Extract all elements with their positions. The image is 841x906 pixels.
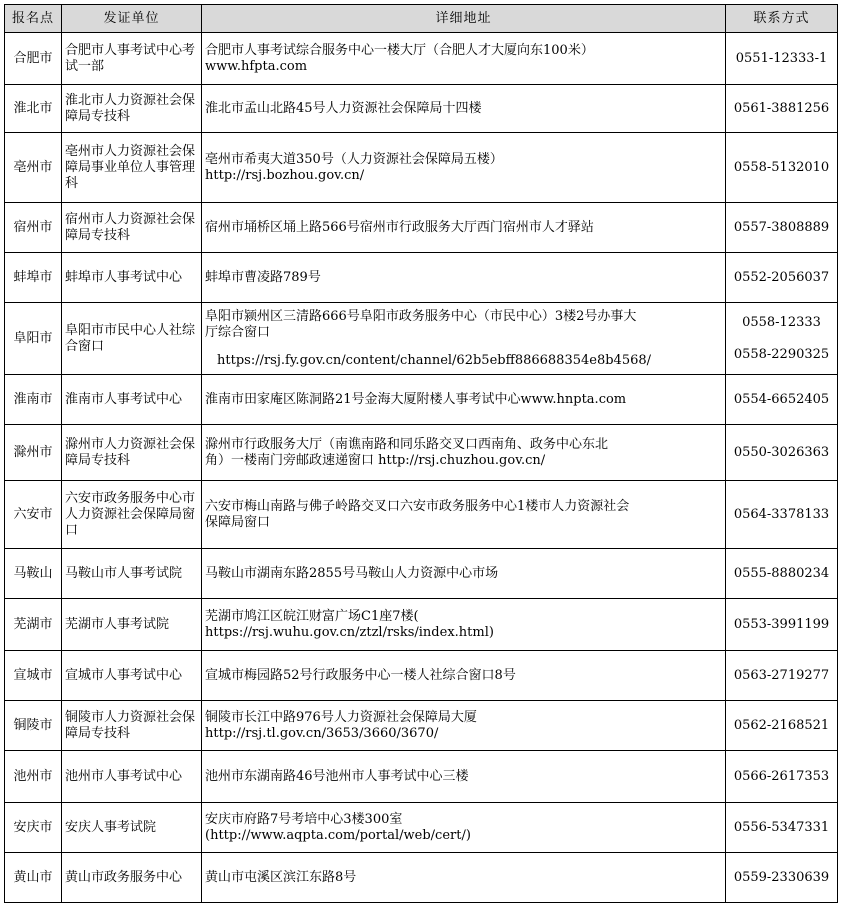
- site-cell: 六安市: [5, 481, 62, 549]
- address-line: 阜阳市颍州区三清路666号阜阳市政务服务中心（市民中心）3楼2号办事大: [205, 308, 637, 324]
- table-row: [5, 203, 838, 253]
- address-cell: [202, 701, 726, 751]
- site-cell: 铜陵市: [5, 701, 62, 751]
- unit-cell: 阜阳市市民中心人社综合窗口: [62, 303, 202, 375]
- phone-cell: [726, 549, 838, 599]
- address-line: 蚌埠市曹凌路789号: [205, 269, 321, 285]
- phone-number: 0559-2330639: [733, 869, 830, 885]
- table-row: [5, 253, 838, 303]
- address-line: 芜湖市鸠江区皖江财富广场C1座7楼(: [205, 608, 419, 624]
- phone-number: 0557-3808889: [733, 219, 830, 235]
- table-row: [5, 425, 838, 481]
- table-row: [5, 133, 838, 203]
- table-row: [5, 651, 838, 701]
- address-cell: [202, 549, 726, 599]
- unit-cell: 安庆人事考试院: [62, 803, 202, 853]
- phone-cell: [726, 481, 838, 549]
- phone-number: 0562-2168521: [733, 717, 830, 733]
- phone-cell: [726, 701, 838, 751]
- address-cell: [202, 651, 726, 701]
- site-cell: 合肥市: [5, 33, 62, 85]
- phone-number: 0552-2056037: [733, 269, 830, 285]
- address-cell: [202, 253, 726, 303]
- address-line: http://rsj.bozhou.gov.cn/: [205, 167, 365, 183]
- address-cell: [202, 33, 726, 85]
- address-cell: [202, 303, 726, 375]
- unit-cell: 合肥市人事考试中心考试一部: [62, 33, 202, 85]
- site-cell: 马鞍山: [5, 549, 62, 599]
- unit-cell: 宣城市人事考试中心: [62, 651, 202, 701]
- header-phone: 联系方式: [726, 5, 838, 33]
- address-line: 六安市梅山南路与佛子岭路交叉口六安市政务服务中心1楼市人力资源社会: [205, 498, 630, 514]
- phone-number: 0555-8880234: [733, 565, 830, 581]
- address-cell: [202, 599, 726, 651]
- address-line: 厅综合窗口: [205, 324, 271, 340]
- phone-cell: [726, 803, 838, 853]
- table-row: [5, 375, 838, 425]
- address-line: 淮南市田家庵区陈洞路21号金海大厦附楼人事考试中心www.hnpta.com: [205, 391, 627, 407]
- address-line: 合肥市人事考试综合服务中心一楼大厅（合肥人才大厦向东100米）: [205, 42, 594, 58]
- unit-cell: 蚌埠市人事考试中心: [62, 253, 202, 303]
- header-site: 报名点: [5, 5, 62, 33]
- phone-number: 0553-3991199: [733, 616, 830, 632]
- unit-cell: 马鞍山市人事考试院: [62, 549, 202, 599]
- address-line: 马鞍山市湖南东路2855号马鞍山人力资源中心市场: [205, 565, 499, 581]
- table-row: [5, 599, 838, 651]
- site-cell: 宣城市: [5, 651, 62, 701]
- site-cell: 安庆市: [5, 803, 62, 853]
- table-row: [5, 33, 838, 85]
- address-line: www.hfpta.com: [205, 58, 308, 74]
- table-row: [5, 481, 838, 549]
- phone-number: 0563-2719277: [733, 667, 830, 683]
- address-line: 亳州市希夷大道350号（人力资源社会保障局五楼）: [205, 151, 503, 167]
- site-cell: 宿州市: [5, 203, 62, 253]
- phone-cell: [726, 253, 838, 303]
- unit-cell: 滁州市人力资源社会保障局专技科: [62, 425, 202, 481]
- table-row: [5, 549, 838, 599]
- phone-number: 0558-2290325: [733, 346, 830, 362]
- phone-cell: [726, 375, 838, 425]
- site-cell: 芜湖市: [5, 599, 62, 651]
- address-line: 保障局窗口: [205, 514, 271, 530]
- phone-cell: [726, 751, 838, 803]
- site-cell: 滁州市: [5, 425, 62, 481]
- phone-cell: [726, 133, 838, 203]
- site-cell: 阜阳市: [5, 303, 62, 375]
- unit-cell: 淮北市人力资源社会保障局专技科: [62, 85, 202, 133]
- address-cell: [202, 751, 726, 803]
- site-cell: 池州市: [5, 751, 62, 803]
- header-address: 详细地址: [202, 5, 726, 33]
- phone-number: 0556-5347331: [733, 819, 830, 835]
- table-row: [5, 303, 838, 375]
- address-cell: [202, 853, 726, 903]
- address-line: 黄山市屯溪区滨江东路8号: [205, 869, 357, 885]
- site-cell: 亳州市: [5, 133, 62, 203]
- address-cell: [202, 481, 726, 549]
- address-line: 滁州市行政服务大厅（南谯南路和同乐路交叉口西南角、政务中心东北: [205, 436, 609, 452]
- address-line: 池州市东湖南路46号池州市人事考试中心三楼: [205, 768, 469, 784]
- table-row: [5, 803, 838, 853]
- phone-number: 0564-3378133: [733, 506, 830, 522]
- phone-number: 0550-3026363: [733, 444, 830, 460]
- phone-cell: [726, 425, 838, 481]
- phone-number: 0566-2617353: [733, 768, 830, 784]
- address-line: 宣城市梅园路52号行政服务中心一楼人社综合窗口8号: [205, 667, 516, 683]
- address-line: 宿州市埇桥区埇上路566号宿州市行政服务大厅西门宿州市人才驿站: [205, 219, 594, 235]
- table-row: [5, 701, 838, 751]
- address-cell: [202, 133, 726, 203]
- phone-number: 0558-12333: [742, 314, 821, 330]
- table-row: [5, 853, 838, 903]
- unit-cell: 亳州市人力资源社会保障局事业单位人事管理科: [62, 133, 202, 203]
- address-line: 铜陵市长江中路976号人力资源社会保障局大厦: [205, 709, 477, 725]
- address-line: 淮北市孟山北路45号人力资源社会保障局十四楼: [205, 100, 482, 116]
- phone-number: 0554-6652405: [733, 391, 830, 407]
- header-row: [5, 5, 838, 33]
- address-line: (http://www.aqpta.com/portal/web/cert/): [205, 827, 471, 843]
- site-cell: 淮北市: [5, 85, 62, 133]
- phone-cell: [726, 651, 838, 701]
- address-line: https://rsj.fy.gov.cn/content/channel/62b5ebff886688354e8b4568/: [217, 352, 652, 368]
- site-cell: 蚌埠市: [5, 253, 62, 303]
- site-cell: 淮南市: [5, 375, 62, 425]
- phone-cell: [726, 33, 838, 85]
- phone-number: 0551-12333-1: [735, 50, 828, 66]
- header-unit: 发证单位: [62, 5, 202, 33]
- phone-cell: [726, 85, 838, 133]
- table-row: [5, 751, 838, 803]
- phone-cell: [726, 203, 838, 253]
- phone-cell: [726, 303, 838, 375]
- exam-sites-table: [4, 4, 838, 903]
- unit-cell: 铜陵市人力资源社会保障局专技科: [62, 701, 202, 751]
- table-body: [5, 33, 838, 903]
- phone-number: 0558-5132010: [733, 159, 830, 175]
- address-cell: [202, 803, 726, 853]
- address-line: https://rsj.wuhu.gov.cn/ztzl/rsks/index.html): [205, 624, 494, 640]
- phone-number: 0561-3881256: [733, 100, 830, 116]
- unit-cell: 芜湖市人事考试院: [62, 599, 202, 651]
- address-line: http://rsj.tl.gov.cn/3653/3660/3670/: [205, 725, 439, 741]
- address-cell: [202, 203, 726, 253]
- address-cell: [202, 425, 726, 481]
- site-cell: 黄山市: [5, 853, 62, 903]
- unit-cell: 池州市人事考试中心: [62, 751, 202, 803]
- unit-cell: 六安市政务服务中心市人力资源社会保障局窗口: [62, 481, 202, 549]
- address-cell: [202, 375, 726, 425]
- unit-cell: 黄山市政务服务中心: [62, 853, 202, 903]
- unit-cell: 宿州市人力资源社会保障局专技科: [62, 203, 202, 253]
- table-row: [5, 85, 838, 133]
- phone-cell: [726, 853, 838, 903]
- address-line: 安庆市府路7号考培中心3楼300室: [205, 811, 403, 827]
- unit-cell: 淮南市人事考试中心: [62, 375, 202, 425]
- address-cell: [202, 85, 726, 133]
- address-line: 角）一楼南门旁邮政速递窗口 http://rsj.chuzhou.gov.cn/: [205, 452, 546, 468]
- phone-cell: [726, 599, 838, 651]
